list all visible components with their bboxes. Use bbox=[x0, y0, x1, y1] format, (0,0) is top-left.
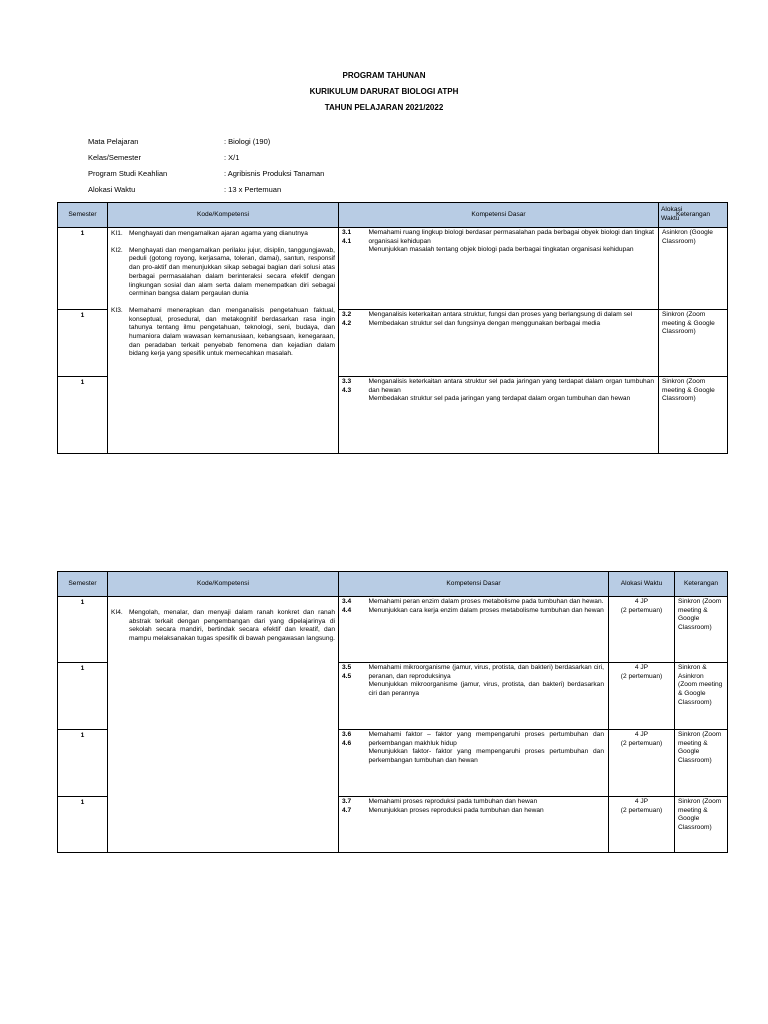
header-keterangan: Keterangan bbox=[659, 203, 728, 228]
kd-number: 3.4 bbox=[342, 598, 352, 605]
header-kode: Kode/Kompetensi bbox=[108, 572, 339, 597]
kd-text: Memahami peran enzim dalam proses metabolisme pada tumbuhan dan hewan. bbox=[368, 598, 604, 605]
semester-cell: 1 bbox=[58, 377, 108, 454]
header-kode: Kode/Kompetensi bbox=[108, 203, 339, 228]
note-cell: Sinkron (Zoom meeting & Google Classroom) bbox=[675, 797, 728, 853]
kd-number-cell bbox=[339, 597, 366, 663]
kd-number-cell bbox=[339, 730, 366, 797]
kd-number: 4.6 bbox=[342, 739, 352, 747]
kd-text-cell bbox=[366, 228, 659, 310]
kd-text: Memahami mikroorganisme (jamur, virus, protista, dan bakteri) berdasarkan ciri, peranan, dan reproduksinya bbox=[368, 664, 604, 680]
kd-text: Memahami proses reproduksi pada tumbuhan dan hewan bbox=[368, 798, 538, 805]
ki-text: Menghayati dan mengamalkan perilaku jujur, disiplin, tanggungjawab, peduli (gotong royong, kerjasama, toleran, damai), santun, responsif dan pro-aktif dan menunjukkan sikap sebagai bagian dari solusi atas berbagai permasalahan dalam berinteraksi secara efektif dengan lingkungan sosial dan alam serta dalam menempatkan diri sebagai cerminan bangsa dalam pergaulan dunia bbox=[129, 246, 335, 298]
meta-label-class: Kelas/Semester bbox=[88, 153, 141, 162]
kd-text-cell bbox=[366, 663, 609, 730]
allocation-meetings: (2 pertemuan) bbox=[620, 672, 663, 680]
note-cell: Sinkron (Zoom meeting & Google Classroom) bbox=[675, 597, 728, 663]
document-subtitle: KURIKULUM DARURAT BIOLOGI ATPH bbox=[309, 87, 459, 96]
kd-text: Menunjukkan proses reproduksi pada tumbuhan dan hewan bbox=[368, 806, 544, 814]
allocation-cell bbox=[609, 797, 675, 853]
table-header-row bbox=[58, 572, 728, 597]
allocation-meetings: (2 pertemuan) bbox=[620, 806, 663, 814]
ki-code: KI3. bbox=[111, 306, 123, 314]
kd-number-cell bbox=[339, 797, 366, 853]
semester-cell: 1 bbox=[58, 228, 108, 310]
ki-item bbox=[111, 307, 335, 359]
kd-text: Menganalisis keterkaitan antara struktur sel pada jaringan yang terdapat dalam organ tumbuhan dan hewan bbox=[368, 378, 654, 394]
document-year: TAHUN PELAJARAN 2021/2022 bbox=[324, 103, 444, 112]
kd-number-cell bbox=[339, 663, 366, 730]
kd-number: 3.2 bbox=[342, 311, 352, 318]
allocation-cell bbox=[609, 663, 675, 730]
allocation-cell bbox=[609, 597, 675, 663]
allocation-meetings: (2 pertemuan) bbox=[620, 739, 663, 747]
allocation-jp: 4 JP bbox=[634, 664, 649, 671]
ki-text: Mengolah, menalar, dan menyaji dalam ranah konkret dan ranah abstrak terkait dengan pengembangan dari yang dipelajarinya di sekolah secara mandiri, bertindak secara efektif dan kreatif, dan mampu melaksanakan tugas spesifik di bawah pengawasan langsung. bbox=[129, 609, 335, 643]
allocation-jp: 4 JP bbox=[634, 731, 649, 738]
semester-cell: 1 bbox=[58, 730, 108, 797]
kd-number: 4.2 bbox=[342, 319, 352, 327]
header-semester: Semester bbox=[58, 203, 108, 228]
ki-code: KI4. bbox=[111, 609, 123, 616]
kd-number: 4.3 bbox=[342, 386, 352, 394]
document-title: PROGRAM TAHUNAN bbox=[342, 71, 426, 80]
semester-cell: 1 bbox=[58, 310, 108, 377]
ki-code: KI1. bbox=[111, 230, 123, 237]
allocation-jp: 4 JP bbox=[634, 798, 649, 805]
header-alokasi: Alokasi Waktu bbox=[609, 572, 675, 597]
meta-value-subject: : Biologi (190) bbox=[224, 137, 271, 146]
kd-number: 4.4 bbox=[342, 606, 352, 614]
header-semester: Semester bbox=[58, 572, 108, 597]
semester-cell: 1 bbox=[58, 597, 108, 663]
kd-number: 3.5 bbox=[342, 664, 352, 671]
ki-item bbox=[111, 247, 335, 299]
meta-value-time: : 13 x Pertemuan bbox=[224, 185, 282, 194]
kd-number-cell bbox=[339, 310, 366, 377]
core-competency-cell bbox=[108, 597, 339, 853]
note-cell: Sinkron & Asinkron (Zoom meeting & Google Classroom) bbox=[675, 663, 728, 730]
meta-label-subject: Mata Pelajaran bbox=[88, 137, 139, 146]
kd-text: Menganalisis keterkaitan antara struktur, fungsi dan proses yang berlangsung di dalam sel bbox=[368, 311, 633, 318]
kd-number: 4.5 bbox=[342, 672, 352, 680]
kd-text: Menunjukkan faktor- faktor yang mempengaruhi proses pertumbuhan dan perkembangan tumbuhan dan hewan bbox=[368, 748, 604, 765]
semester-cell: 1 bbox=[58, 797, 108, 853]
allocation-meetings: (2 pertemuan) bbox=[620, 606, 663, 614]
ki-item bbox=[111, 609, 335, 644]
ki-item bbox=[111, 230, 335, 239]
ki-code: KI2. bbox=[111, 246, 123, 254]
meta-value-program: : Agribisnis Produksi Tanaman bbox=[224, 169, 325, 178]
note-cell: Sinkron (Zoom meeting & Google Classroom) bbox=[659, 377, 728, 454]
meta-value-class: : X/1 bbox=[224, 153, 240, 162]
kd-text-cell bbox=[366, 310, 659, 377]
kd-text: Menunjukkan mikroorganisme (jamur, virus, protista, dan bakteri) berdasarkan ciri dan perannya bbox=[368, 681, 604, 698]
kd-text-cell bbox=[366, 730, 609, 797]
header-kd: Kompetensi Dasar bbox=[339, 203, 659, 228]
kd-number: 3.3 bbox=[342, 378, 352, 385]
allocation-cell bbox=[609, 730, 675, 797]
kd-text: Membedakan struktur sel pada jaringan yang terdapat dalam organ tumbuhan dan hewan bbox=[368, 395, 631, 403]
kd-text: Memahami ruang lingkup biologi berdasar permasalahan pada berbagai obyek biologi dan tingkat organisasi kehidupan bbox=[368, 229, 654, 245]
ki-text: Menghayati dan mengamalkan ajaran agama yang dianutnya bbox=[129, 230, 308, 237]
kd-number: 4.7 bbox=[342, 806, 352, 814]
kd-text: Memahami faktor – faktor yang mempengaruhi proses pertumbuhan dan perkembangan makhluk hidup bbox=[368, 731, 604, 747]
meta-label-program: Program Studi Keahlian bbox=[88, 169, 168, 178]
allocation-jp: 4 JP bbox=[634, 598, 649, 605]
note-cell: Sinkron (Zoom meeting & Google Classroom) bbox=[659, 310, 728, 377]
kd-text-cell bbox=[366, 597, 609, 663]
core-competency-cell bbox=[108, 228, 339, 454]
kd-number-cell bbox=[339, 228, 366, 310]
kd-number: 3.7 bbox=[342, 798, 352, 805]
annual-program-table-1 bbox=[57, 202, 728, 454]
semester-cell: 1 bbox=[58, 663, 108, 730]
kd-text: Menunjukkan masalah tentang objek biologi pada berbagai tingkatan organisasi kehidupan bbox=[368, 246, 634, 254]
header-kd: Kompetensi Dasar bbox=[339, 572, 609, 597]
table-row bbox=[58, 228, 728, 310]
kd-number-cell bbox=[339, 377, 366, 454]
kd-number: 3.1 bbox=[342, 229, 352, 236]
kd-text: Menunjukkan cara kerja enzim dalam proses metabolisme tumbuhan dan hewan bbox=[368, 606, 604, 614]
kd-text-cell bbox=[366, 377, 659, 454]
header-keterangan: Keterangan bbox=[675, 572, 728, 597]
meta-label-time: Alokasi Waktu bbox=[88, 185, 136, 194]
kd-number: 3.6 bbox=[342, 731, 352, 738]
kd-text: Membedakan struktur sel dan fungsinya dengan menggunakan berbagai media bbox=[368, 319, 601, 327]
table-row bbox=[58, 597, 728, 663]
note-cell: Sinkron (Zoom meeting & Google Classroom) bbox=[675, 730, 728, 797]
table-header-row bbox=[58, 203, 728, 228]
annual-program-table-2 bbox=[57, 571, 728, 853]
kd-number: 4.1 bbox=[342, 237, 352, 245]
note-cell: Asinkron (Google Classroom) bbox=[659, 228, 728, 310]
ki-text: Memahami menerapkan dan menganalisis pengetahuan faktual, konseptual, prosedural, dan metakognitif berdasarkan rasa ingin tahunya tentang ilmu pengetahuan, teknologi, seni, budaya, dan humaniora dalam wawasan kemanusiaan, kebangsaan, kenegaraan, dan peradaban terkait penyebab fenomena dan kejadian dalam bidang kerja yang spesifik untuk memecahkan masalah. bbox=[129, 306, 335, 358]
kd-text-cell bbox=[366, 797, 609, 853]
